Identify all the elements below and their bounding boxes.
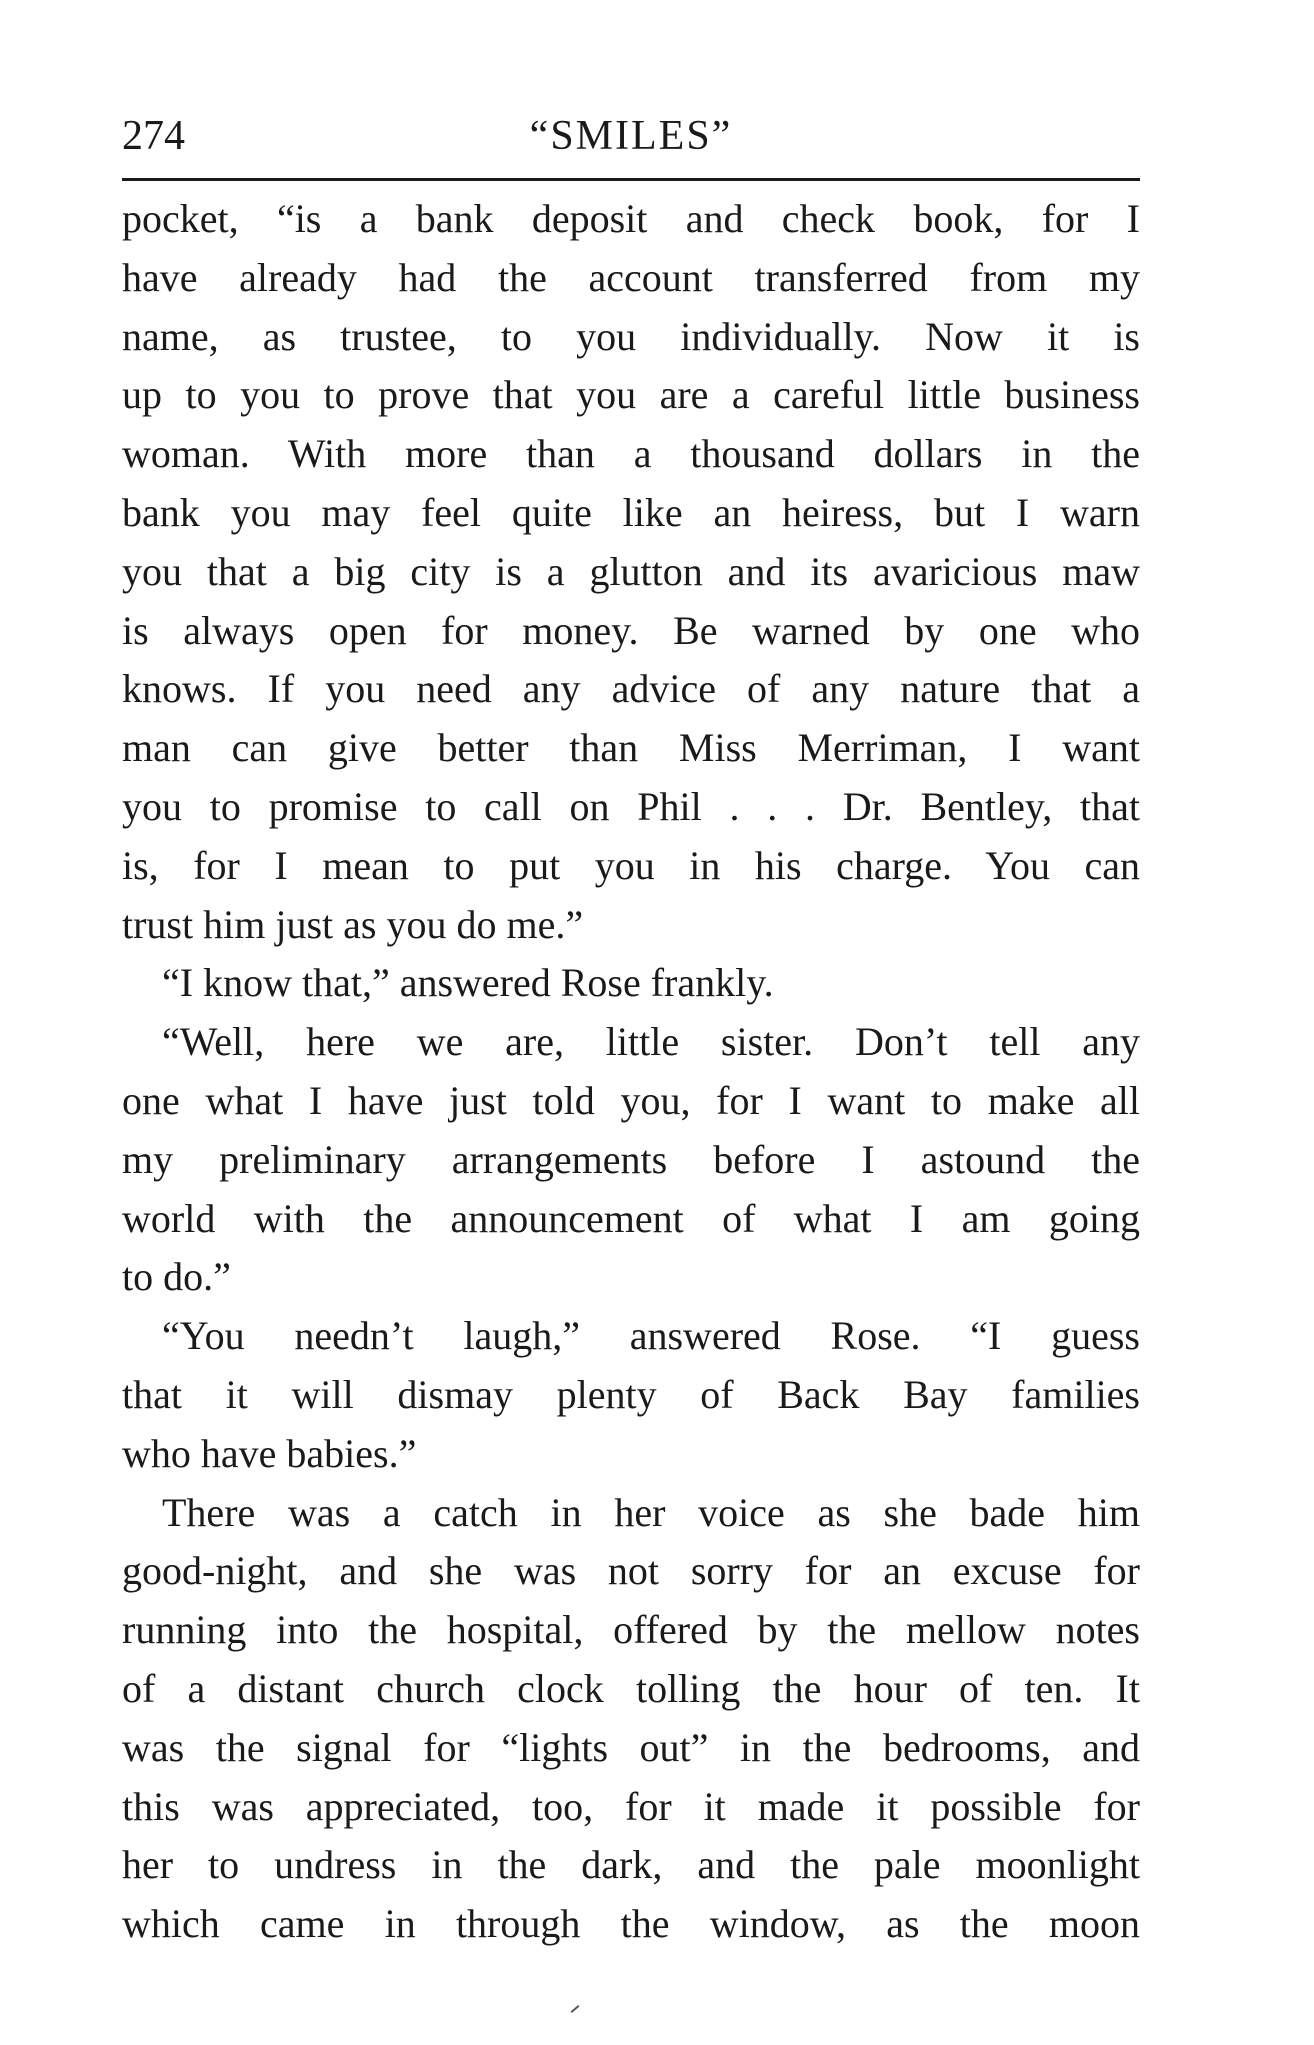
text-line: “You needn’t laugh,” answered Rose. “I guess (162, 1313, 1140, 1359)
text-line: bank you may feel quite like an heiress, but I warn (122, 489, 1140, 535)
text-line: my preliminary arrangements before I astound the (122, 1136, 1140, 1182)
text-line: name, as trustee, to you individually. Now it is (122, 313, 1140, 359)
text-line: was the signal for “lights out” in the bedrooms, and (122, 1724, 1140, 1770)
text-line: world with the announcement of what I am going (122, 1195, 1140, 1241)
text-line: which came in through the window, as the moon (122, 1901, 1140, 1947)
text-line: you that a big city is a glutton and its avaricious maw (122, 548, 1140, 594)
text-line: that it will dismay plenty of Back Bay families (122, 1371, 1140, 1417)
running-title: “SMILES” (529, 113, 733, 159)
text-line: trust him just as you do me.” (122, 901, 584, 947)
text-line: pocket, “is a bank deposit and check book, for I (122, 196, 1140, 241)
text-line: man can give better than Miss Merriman, I want (122, 725, 1140, 771)
text-line: knows. If you need any advice of any nature that a (122, 666, 1140, 712)
page-number: 274 (122, 113, 185, 159)
text-line: is always open for money. Be warned by one who (122, 607, 1140, 653)
text-line: “I know that,” answered Rose frankly. (162, 960, 774, 1006)
text-line: who have babies.” (122, 1430, 417, 1476)
text-line: up to you to prove that you are a careful little business (122, 372, 1140, 418)
text-line: you to promise to call on Phil . . . Dr. Bentley, that (122, 783, 1140, 829)
text-line: to do.” (122, 1254, 231, 1300)
text-line: this was appreciated, too, for it made it possible for (122, 1783, 1140, 1829)
text-line: is, for I mean to put you in his charge. You can (122, 842, 1140, 888)
text-line: her to undress in the dark, and the pale moonlight (122, 1842, 1140, 1888)
text-line: of a distant church clock tolling the hour of ten. It (122, 1665, 1140, 1711)
text-line: good-night, and she was not sorry for an excuse for (122, 1548, 1140, 1594)
text-line: “Well, here we are, little sister. Don’t tell any (162, 1019, 1140, 1065)
text-line: running into the hospital, offered by the mellow notes (122, 1607, 1140, 1653)
text-line: woman. With more than a thousand dollars in the (122, 431, 1140, 477)
header-rule (122, 178, 1140, 181)
text-line: one what I have just told you, for I want to make all (122, 1077, 1140, 1123)
body-text (122, 190, 1140, 1954)
page-header (122, 106, 1140, 176)
text-line: There was a catch in her voice as she bade him (162, 1489, 1140, 1535)
text-line: have already had the account transferred from my (122, 254, 1140, 300)
scan-mark (571, 2005, 580, 2013)
